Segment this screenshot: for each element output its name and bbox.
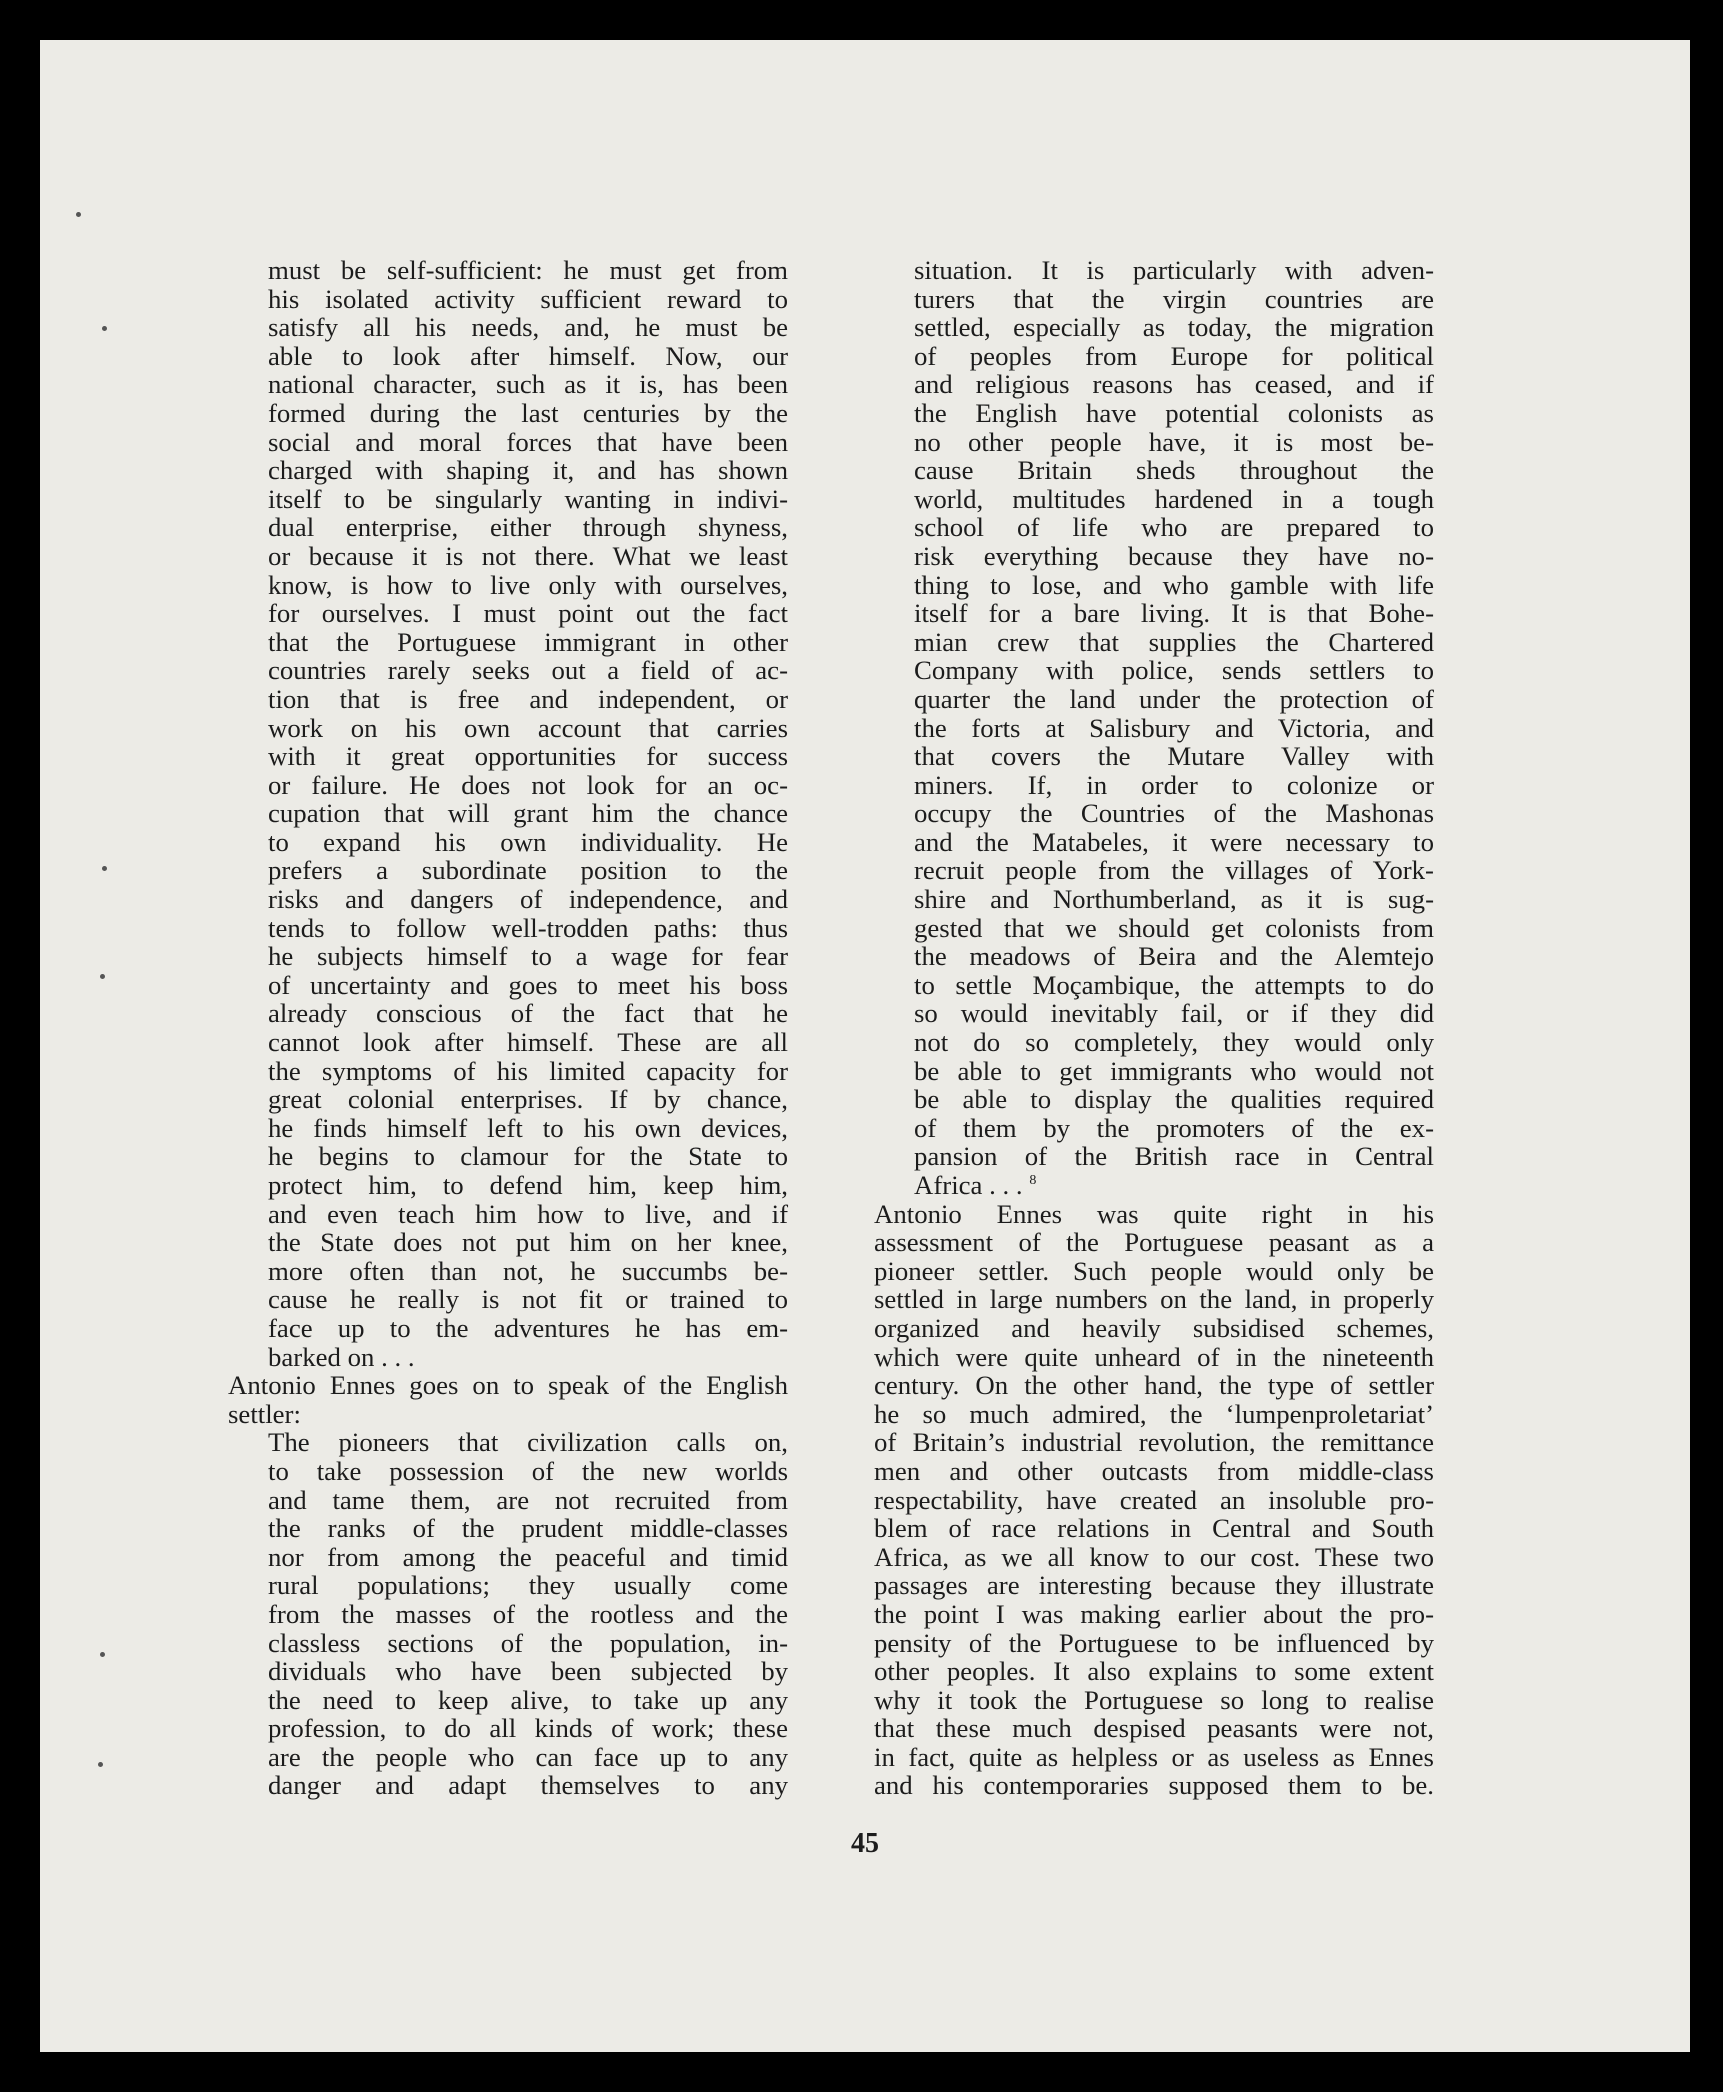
text-line: cause Britain sheds throughout the: [914, 455, 1434, 486]
text-line: the need to keep alive, to take up any: [268, 1684, 788, 1715]
block-quote-last-line: [874, 1171, 1434, 1200]
text-line: blem of race relations in Central and South: [874, 1513, 1434, 1544]
text-line: cause he really is not fit or trained to: [268, 1284, 788, 1315]
right-column: [874, 256, 1474, 1800]
text-line: tends to follow well-trodden paths: thus: [268, 912, 788, 943]
text-line: he subjects himself to a wage for fear: [268, 941, 788, 972]
text-line: school of life who are prepared to: [914, 512, 1434, 543]
text-line: settled in large numbers on the land, in properly: [874, 1284, 1434, 1315]
text-line: organized and heavily subsidised schemes,: [874, 1312, 1434, 1343]
text-line: barked on . . .: [268, 1341, 415, 1372]
text-line: the meadows of Beira and the Alemtejo: [914, 941, 1434, 972]
text-line: tion that is free and independent, or: [268, 683, 788, 714]
margin-speck: [76, 212, 81, 217]
text-line: risks and dangers of independence, and: [268, 884, 788, 915]
text-line: recruit people from the villages of York-: [914, 855, 1434, 886]
text-line: pensity of the Portuguese to be influenced by: [874, 1627, 1434, 1658]
text-line: world, multitudes hardened in a tough: [914, 483, 1434, 514]
block-quote-continuation: [874, 256, 1434, 1171]
text-line: and his contemporaries supposed them to be.: [874, 1770, 1434, 1801]
body-paragraph-english-settler: [228, 1371, 788, 1428]
text-line: shire and Northumberland, as it is sug-: [914, 884, 1434, 915]
text-line: respectability, have created an insoluble pro-: [874, 1484, 1434, 1515]
text-line: the English have potential colonists as: [914, 397, 1434, 428]
text-line: dividuals who have been subjected by: [268, 1656, 788, 1687]
text-line: must be self-sufficient: he must get from: [268, 255, 788, 285]
text-line: be able to display the qualities required: [914, 1084, 1434, 1115]
margin-speck: [98, 1762, 103, 1767]
text-line: with it great opportunities for success: [268, 741, 788, 772]
text-line: that these much despised peasants were not,: [874, 1713, 1434, 1744]
quote-line: [914, 1171, 1434, 1200]
text-line: of them by the promoters of the ex-: [914, 1112, 1434, 1143]
text-line: the symptoms of his limited capacity for: [268, 1055, 788, 1086]
block-quote-national-character: [228, 256, 788, 1371]
text-line: and even teach him how to live, and if: [268, 1198, 788, 1229]
text-line: from the masses of the rootless and the: [268, 1598, 788, 1629]
margin-speck: [100, 974, 105, 979]
text-line: rural populations; they usually come: [268, 1570, 788, 1601]
text-line: of Britain’s industrial revolution, the remittance: [874, 1427, 1434, 1458]
text-line: of uncertainty and goes to meet his boss: [268, 969, 788, 1000]
text-line: he begins to clamour for the State to: [268, 1141, 788, 1172]
text-line: danger and adapt themselves to any: [268, 1770, 788, 1801]
text-line: so would inevitably fail, or if they did: [914, 998, 1434, 1029]
text-line: social and moral forces that have been: [268, 426, 788, 457]
text-line: that covers the Mutare Valley with: [914, 741, 1434, 772]
text-line: and the Matabeles, it were necessary to: [914, 826, 1434, 857]
left-column: [228, 256, 828, 1800]
text-line: settler:: [228, 1398, 301, 1429]
text-line: settled, especially as today, the migration: [914, 312, 1434, 343]
text-line: to expand his own individuality. He: [268, 826, 788, 857]
text-line: itself for a bare living. It is that Bohe-: [914, 598, 1434, 629]
text-line: for ourselves. I must point out the fact: [268, 598, 788, 629]
text-line: miners. If, in order to colonize or: [914, 769, 1434, 800]
text-line: are the people who can face up to any: [268, 1741, 788, 1772]
text-line: thing to lose, and who gamble with life: [914, 569, 1434, 600]
text-line: which were quite unheard of in the nineteenth: [874, 1341, 1434, 1372]
text-line: pansion of the British race in Central: [914, 1141, 1434, 1172]
text-line: profession, to do all kinds of work; these: [268, 1713, 788, 1744]
text-line: nor from among the peaceful and timid: [268, 1541, 788, 1572]
text-line: Antonio Ennes goes on to speak of the English: [228, 1370, 788, 1401]
text-line: cannot look after himself. These are all: [268, 1027, 788, 1058]
text-line: in fact, quite as helpless or as useless as Ennes: [874, 1741, 1434, 1772]
text-line: and tame them, are not recruited from: [268, 1484, 788, 1515]
text-line: century. On the other hand, the type of settler: [874, 1370, 1434, 1401]
text-line: countries rarely seeks out a field of ac-: [268, 655, 788, 686]
text-line: Antonio Ennes was quite right in his: [874, 1198, 1434, 1229]
text-line: charged with shaping it, and has shown: [268, 455, 788, 486]
text-line: able to look after himself. Now, our: [268, 340, 788, 371]
text-line: already conscious of the fact that he: [268, 998, 788, 1029]
text-line: men and other outcasts from middle-class: [874, 1455, 1434, 1486]
text-line: satisfy all his needs, and, he must be: [268, 312, 788, 343]
text-line: pioneer settler. Such people would only be: [874, 1255, 1434, 1286]
text-line: formed during the last centuries by the: [268, 397, 788, 428]
footnote-marker: 8: [1029, 1173, 1037, 1189]
text-line: not do so completely, they would only: [914, 1027, 1434, 1058]
text-line: face up to the adventures he has em-: [268, 1312, 788, 1343]
text-line: prefers a subordinate position to the: [268, 855, 788, 886]
text-line: dual enterprise, either through shyness,: [268, 512, 788, 543]
text-line: and religious reasons has ceased, and if: [914, 369, 1434, 400]
quote-end-text: Africa . . .: [914, 1170, 1023, 1200]
text-line: or failure. He does not look for an oc-: [268, 769, 788, 800]
text-line: mian crew that supplies the Chartered: [914, 626, 1434, 657]
text-line: cupation that will grant him the chance: [268, 798, 788, 829]
text-line: classless sections of the population, in-: [268, 1627, 788, 1658]
text-line: the point I was making earlier about the pro-: [874, 1598, 1434, 1629]
text-line: risk everything because they have no-: [914, 540, 1434, 571]
text-line: to take possession of the new worlds: [268, 1455, 788, 1486]
text-line: passages are interesting because they illustrate: [874, 1570, 1434, 1601]
text-line: no other people have, it is most be-: [914, 426, 1434, 457]
text-line: he so much admired, the ‘lumpenproletariat’: [874, 1398, 1434, 1429]
text-line: why it took the Portuguese so long to realise: [874, 1684, 1434, 1715]
text-line: protect him, to defend him, keep him,: [268, 1170, 788, 1200]
text-line: great colonial enterprises. If by chance,: [268, 1084, 788, 1115]
body-paragraph-ennes-assessment: [874, 1200, 1434, 1800]
text-line: he finds himself left to his own devices,: [268, 1112, 788, 1143]
text-line: situation. It is particularly with adven-: [914, 255, 1434, 285]
text-line: more often than not, he succumbs be-: [268, 1255, 788, 1286]
text-line: The pioneers that civilization calls on,: [268, 1427, 788, 1458]
text-line: work on his own account that carries: [268, 712, 788, 743]
text-line: the State does not put him on her knee,: [268, 1227, 788, 1258]
margin-speck: [102, 866, 107, 871]
text-line: Company with police, sends settlers to: [914, 655, 1434, 686]
text-line: quarter the land under the protection of: [914, 683, 1434, 714]
text-line: national character, such as it is, has been: [268, 369, 788, 400]
text-line: assessment of the Portuguese peasant as a: [874, 1227, 1434, 1258]
text-line: turers that the virgin countries are: [914, 283, 1434, 314]
text-line: other peoples. It also explains to some extent: [874, 1656, 1434, 1687]
margin-speck: [102, 326, 107, 331]
text-line: Africa, as we all know to our cost. These two: [874, 1541, 1434, 1572]
text-line: the ranks of the prudent middle-classes: [268, 1513, 788, 1544]
text-line: occupy the Countries of the Mashonas: [914, 798, 1434, 829]
text-line: be able to get immigrants who would not: [914, 1055, 1434, 1086]
text-line: know, is how to live only with ourselves,: [268, 569, 788, 600]
text-line: itself to be singularly wanting in indivi-: [268, 483, 788, 514]
text-line: to settle Moçambique, the attempts to do: [914, 969, 1434, 1000]
text-line: that the Portuguese immigrant in other: [268, 626, 788, 657]
block-quote-pioneers: [228, 1428, 788, 1800]
text-line: or because it is not there. What we least: [268, 540, 788, 571]
text-line: his isolated activity sufficient reward to: [268, 283, 788, 314]
margin-speck: [100, 1652, 105, 1657]
text-line: of peoples from Europe for political: [914, 340, 1434, 371]
text-line: gested that we should get colonists from: [914, 912, 1434, 943]
document-page: [40, 40, 1690, 2052]
page-number: 45: [851, 1828, 879, 1859]
text-line: the forts at Salisbury and Victoria, and: [914, 712, 1434, 743]
